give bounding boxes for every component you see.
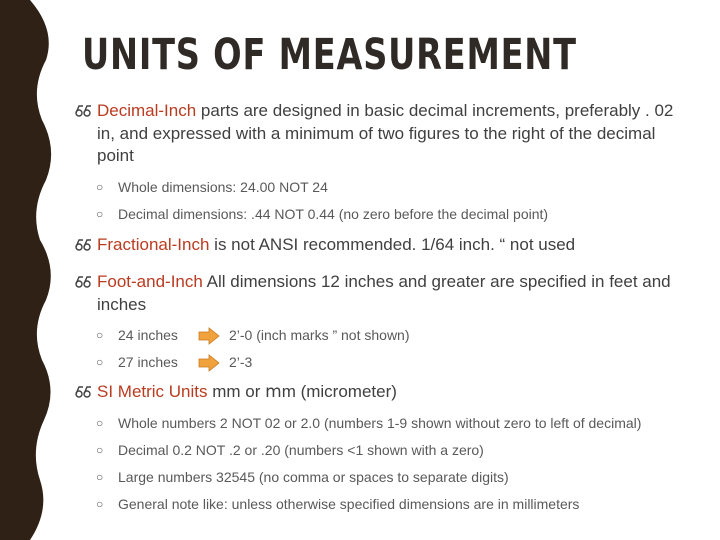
mu-symbol: m [265,382,282,402]
sub-bullet: ○ Whole numbers 2 NOT 02 or 2.0 (numbers 1-9 shown without zero to left of decimal) [75,410,695,437]
sub-bullet: ○ Whole dimensions: 24.00 NOT 24 [75,174,695,201]
sub-bullet: ○ 27 inches 2’-3 [75,349,695,376]
bullet-lead: Foot-and-Inch [97,272,203,291]
bullet-lead: Fractional-Inch [97,234,210,254]
sub-bullet: ○ Decimal 0.2 NOT .2 or .20 (numbers <1 shown with a zero) [75,437,695,464]
bullet-si-metric: SI Metric Units mm or mm (micrometer) [75,381,695,404]
bullet-fractional-inch [75,234,695,257]
bullet-foot-and-inch [75,271,695,316]
open-circle-icon: ○ [96,415,104,430]
bullet-lead: Decimal-Inch [97,101,197,120]
open-circle-icon: ○ [96,355,104,369]
open-circle-icon: ○ [96,206,104,221]
bullet-text: parts are designed in basic decimal increments, preferably . 02 in, and expressed with a minimum of two figures to the right of the decimal point [97,101,674,165]
reading-glasses-icon [75,103,93,117]
open-circle-icon: ○ [96,328,104,342]
open-circle-icon: ○ [96,496,104,511]
sub-bullet: ○ General note like: unless otherwise specified dimensions are in millimeters [75,491,695,518]
sub-bullet: ○ Decimal dimensions: .44 NOT 0.44 (no zero before the decimal point) [75,201,695,228]
decorative-sidebar [0,0,58,540]
right-arrow-icon [198,327,220,345]
reading-glasses-icon [75,274,93,288]
bullet-decimal-inch [75,100,695,168]
reading-glasses-icon [75,384,93,398]
sub-bullet: ○ Large numbers 32545 (no comma or spaces to separate digits) [75,464,695,491]
open-circle-icon: ○ [96,442,104,457]
content [75,100,695,518]
slide-title: UNITS OF MEASUREMENT [82,30,577,80]
open-circle-icon: ○ [96,179,104,194]
bullet-text: is not ANSI recommended. 1/64 inch. “ not used [209,234,576,254]
reading-glasses-icon [75,237,93,251]
bullet-lead: SI Metric Units [97,382,208,401]
sub-bullet: ○ 24 inches 2’-0 (inch marks ” not shown) [75,322,695,349]
right-arrow-icon [198,354,220,372]
open-circle-icon: ○ [96,469,104,484]
bullet-text: All dimensions 12 inches and greater are specified in feet and inches [97,272,671,314]
wave-edge [30,0,58,540]
